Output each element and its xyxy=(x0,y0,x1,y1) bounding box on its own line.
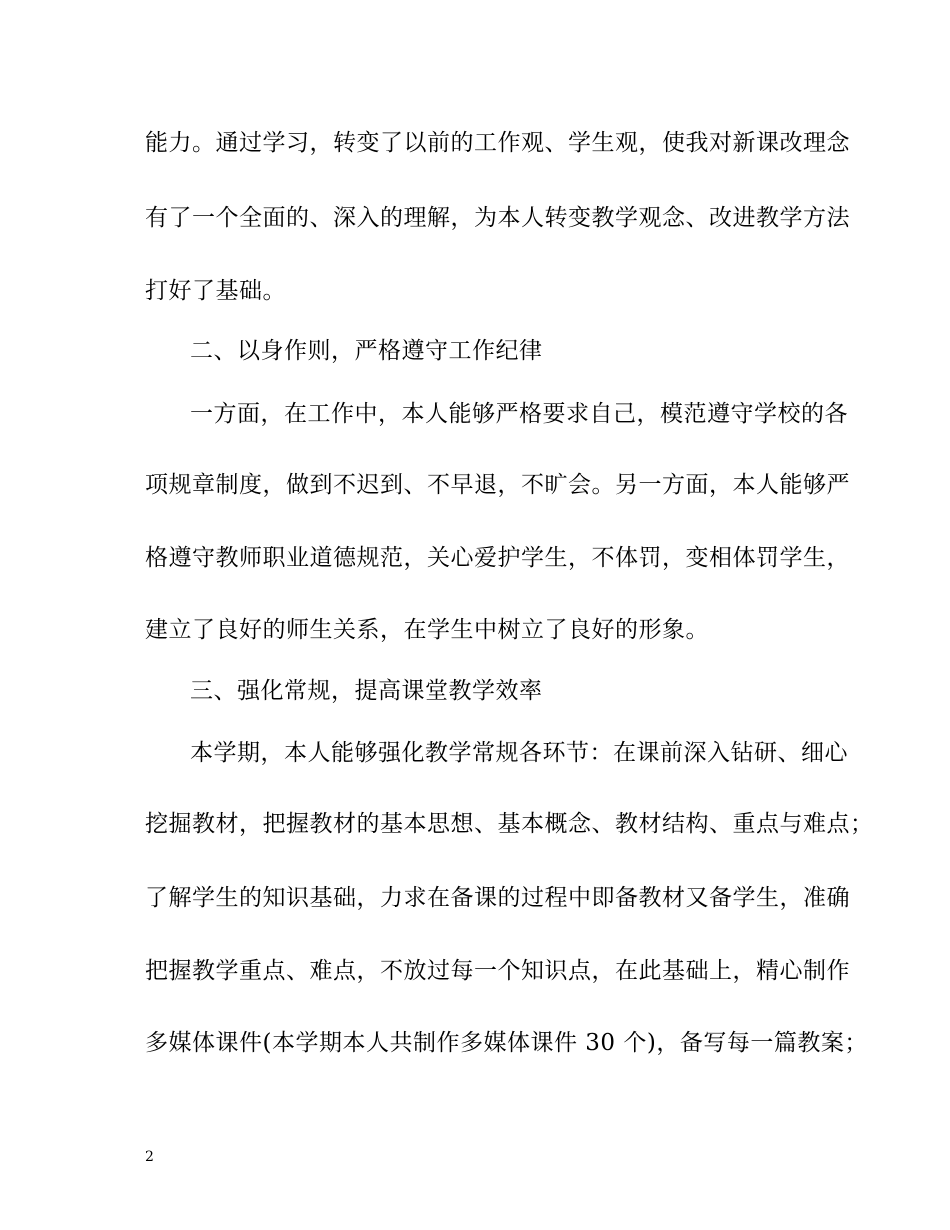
page-number: 2 xyxy=(145,1149,154,1165)
body-text-line: 了解学生的知识基础，力求在备课的过程中即备教材又备学生，准确 xyxy=(145,885,850,911)
section-heading: 三、强化常规，提高课堂教学效率 xyxy=(190,678,543,704)
body-text-line: 格遵守教师职业道德规范，关心爱护学生，不体罚，变相体罚学生， xyxy=(145,545,850,571)
body-text-line: 一方面，在工作中，本人能够严格要求自己，模范遵守学校的各 xyxy=(190,401,848,427)
body-text-line: 挖掘教材，把握教材的基本思想、基本概念、教材结构、重点与难点； xyxy=(145,811,874,837)
body-text-line: 本学期，本人能够强化教学常规各环节：在课前深入钻研、细心 xyxy=(190,740,848,766)
section-heading: 二、以身作则，严格遵守工作纪律 xyxy=(190,338,543,364)
body-text-line: 项规章制度，做到不迟到、不早退，不旷会。另一方面，本人能够严 xyxy=(145,472,850,498)
body-text-line: 多媒体课件(本学期本人共制作多媒体课件 30 个)，备写每一篇教案； xyxy=(145,1030,868,1056)
body-text-line: 有了一个全面的、深入的理解，为本人转变教学观念、改进教学方法 xyxy=(145,205,850,231)
body-text-line: 能力。通过学习，转变了以前的工作观、学生观，使我对新课改理念 xyxy=(145,130,850,156)
body-text-line: 把握教学重点、难点，不放过每一个知识点，在此基础上，精心制作 xyxy=(145,958,850,984)
body-text-line: 建立了良好的师生关系，在学生中树立了良好的形象。 xyxy=(145,617,709,643)
body-text-line: 打好了基础。 xyxy=(145,278,286,304)
